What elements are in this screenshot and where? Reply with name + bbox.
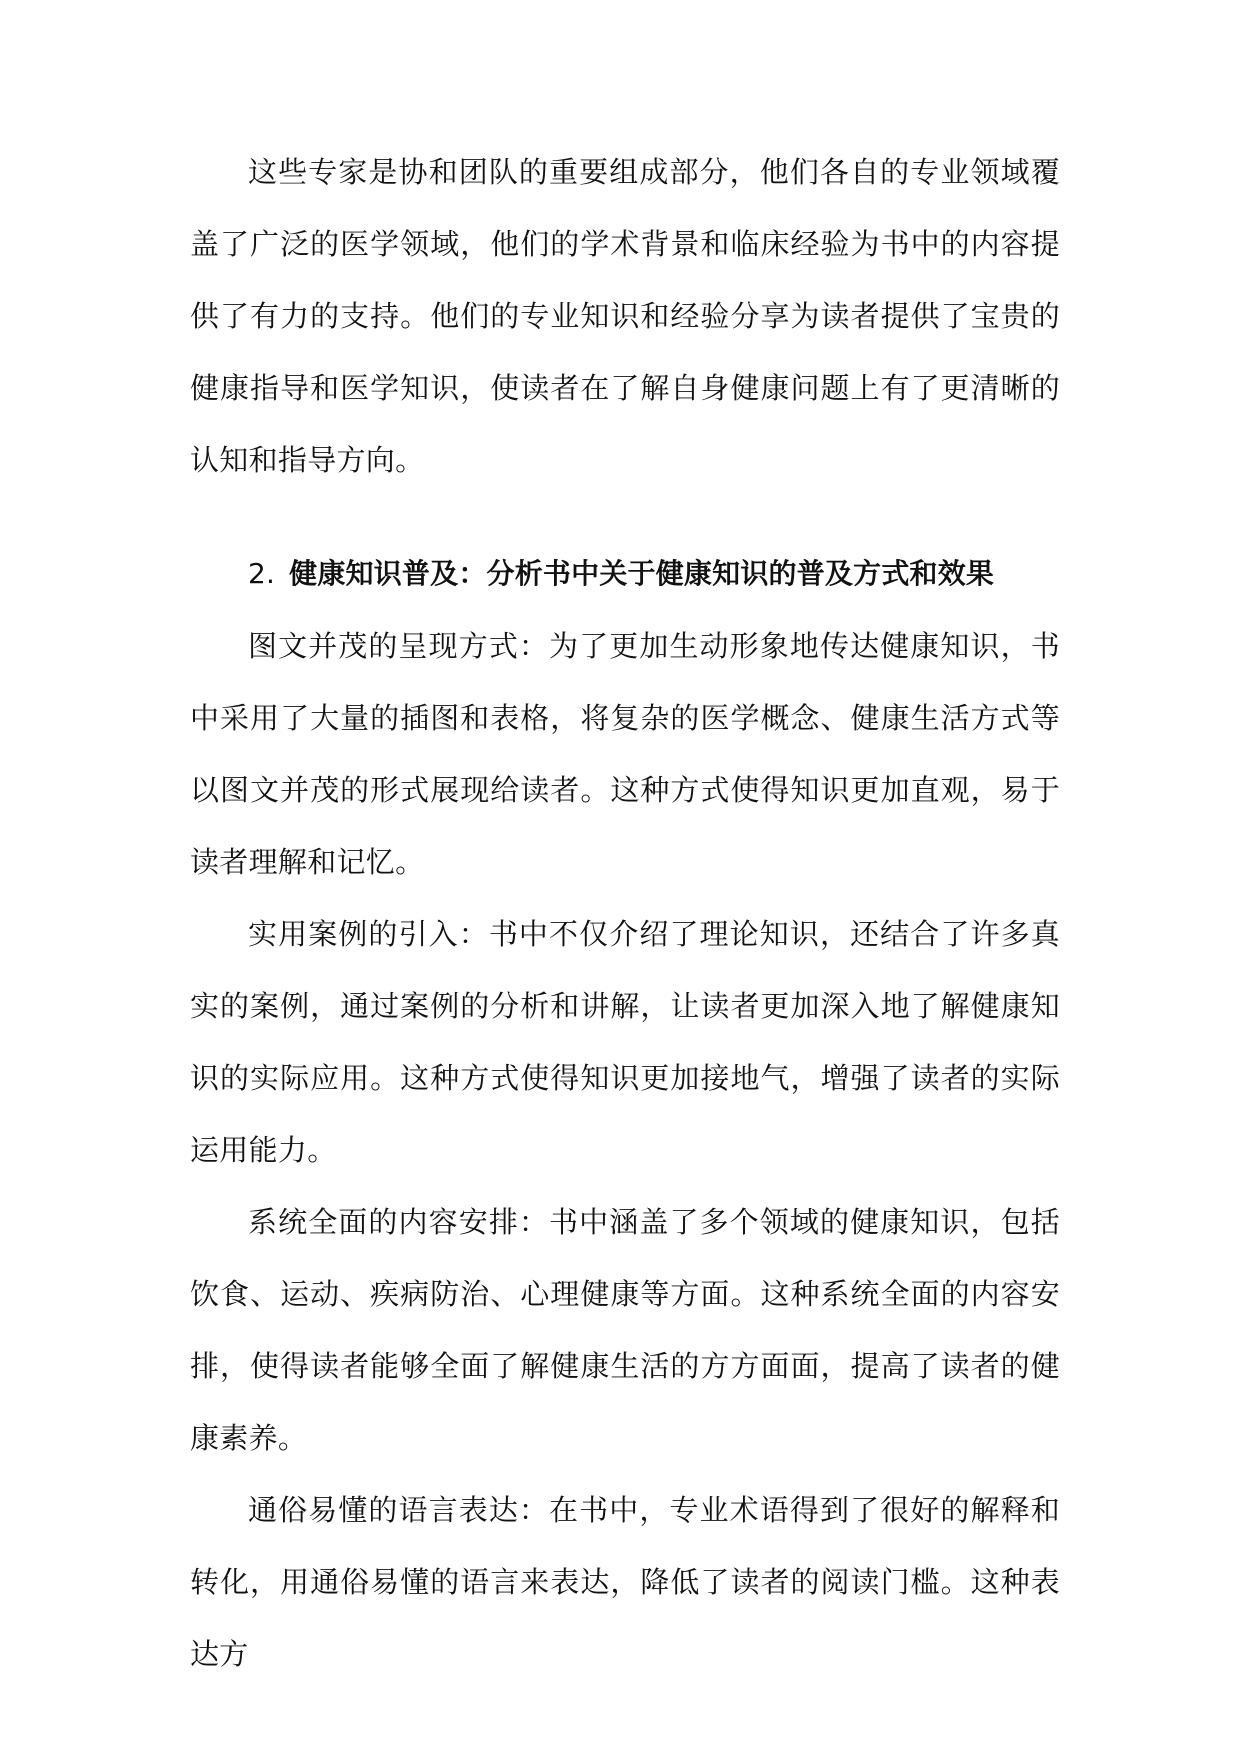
body-paragraph-illustrations: 图文并茂的呈现方式：为了更加生动形象地传达健康知识，书中采用了大量的插图和表格，将复杂的医学概念、健康生活方式等以图文并茂的形式展现给读者。这种方式使得知识更加直观，易于读者理解和记忆。 bbox=[190, 629, 1060, 879]
document-page bbox=[190, 136, 1060, 1690]
body-paragraph-language: 通俗易懂的语言表达：在书中，专业术语得到了很好的解释和转化，用通俗易懂的语言来表达，降低了读者的阅读门槛。这种表达方 bbox=[190, 1493, 1060, 1671]
section-number: 2. bbox=[248, 557, 276, 590]
section-title: 健康知识普及：分析书中关于健康知识的普及方式和效果 bbox=[289, 557, 995, 590]
body-paragraph-experts: 这些专家是协和团队的重要组成部分，他们各自的专业领域覆盖了广泛的医学领域，他们的学术背景和临床经验为书中的内容提供了有力的支持。他们的专业知识和经验分享为读者提供了宝贵的健康指导和医学知识，使读者在了解自身健康问题上有了更清晰的认知和指导方向。 bbox=[190, 155, 1060, 477]
body-paragraph-cases: 实用案例的引入：书中不仅介绍了理论知识，还结合了许多真实的案例，通过案例的分析和讲解，让读者更加深入地了解健康知识的实际应用。这种方式使得知识更加接地气，增强了读者的实际运用能力。 bbox=[190, 917, 1060, 1167]
body-paragraph-content-arrangement: 系统全面的内容安排：书中涵盖了多个领域的健康知识，包括饮食、运动、疾病防治、心理健康等方面。这种系统全面的内容安排，使得读者能够全面了解健康生活的方方面面，提高了读者的健康素养。 bbox=[190, 1205, 1060, 1455]
section-heading bbox=[190, 538, 1060, 610]
